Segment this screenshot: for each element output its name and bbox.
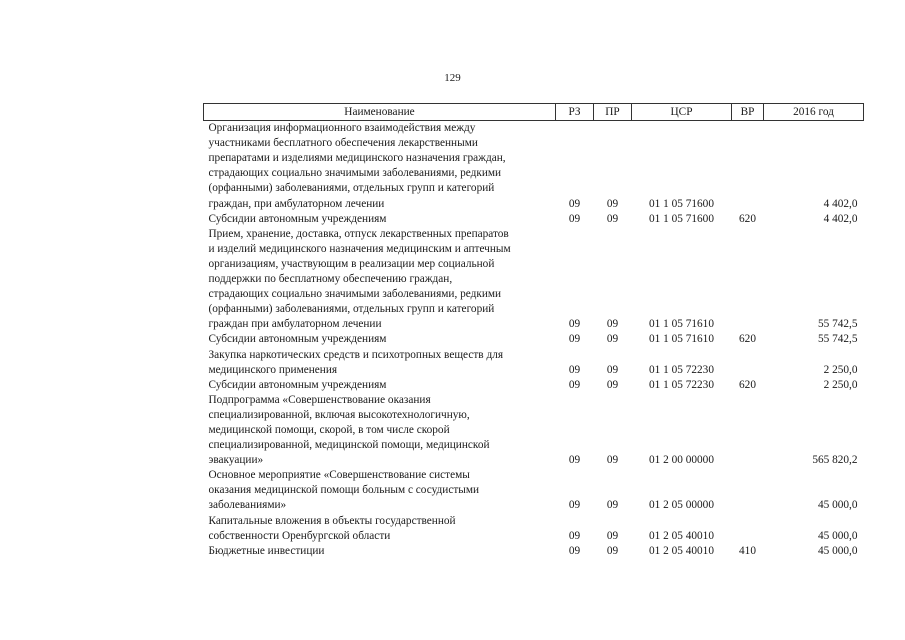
row-pr [594,287,632,302]
row-amount [764,483,864,498]
row-pr [594,423,632,438]
table-row [204,242,864,257]
row-amount [764,136,864,151]
row-pr [594,181,632,196]
row-vr [732,257,764,272]
budget-table [203,103,864,559]
row-rz [556,514,594,529]
table-row [204,453,864,468]
row-amount [764,468,864,483]
row-csr [632,272,732,287]
table-row [204,468,864,483]
row-vr [732,136,764,151]
table-row [204,287,864,302]
row-rz [556,302,594,317]
row-vr [732,242,764,257]
row-name: медицинской помощи, скорой, в том числе скорой [208,423,450,436]
row-pr [594,121,632,137]
row-name: Субсидии автономным учреждениям [208,333,387,346]
row-name: граждан, при амбулаторном лечении [208,197,385,210]
row-csr: 01 2 00 00000 [649,454,714,467]
row-name: страдающих социально значимыми заболеваниями, редкими [208,167,502,180]
row-vr [732,227,764,242]
row-amount [764,438,864,453]
row-csr [632,514,732,529]
row-pr [594,408,632,423]
row-rz [556,408,594,423]
row-name: специализированной, включая высокотехнологичную, [208,408,470,421]
table-row [204,514,864,529]
row-name: страдающих социально значимыми заболеваниями, редкими [208,288,502,301]
row-rz: 09 [568,363,581,376]
table-body [204,121,864,559]
row-name: поддержки по бесплатному обеспечению граждан, [208,273,453,286]
row-amount: 45 000,0 [817,544,858,557]
row-csr [632,181,732,196]
table-row [204,498,864,513]
table-row [204,181,864,196]
row-name: Субсидии автономным учреждениям [208,378,387,391]
row-name: препаратами и изделиями медицинского назначения граждан, [208,152,506,165]
row-pr [594,227,632,242]
row-name: организациям, участвующим в реализации мер социальной [208,257,495,270]
table-row [204,151,864,166]
row-rz [556,393,594,408]
row-rz [556,151,594,166]
row-csr [632,227,732,242]
row-name: Закупка наркотических средств и психотропных веществ для [208,348,504,361]
row-csr [632,257,732,272]
row-amount [764,348,864,363]
row-pr [594,438,632,453]
table-row [204,317,864,332]
row-amount: 55 742,5 [817,318,858,331]
row-name: Подпрограмма «Совершенствование оказания [208,393,431,406]
row-rz: 09 [568,499,581,512]
row-amount: 2 250,0 [823,363,858,376]
row-amount [764,166,864,181]
row-rz: 09 [568,318,581,331]
table-row [204,529,864,544]
row-vr: 620 [739,212,756,225]
row-name: (орфанными) заболеваниями, отдельных групп и категорий [208,182,495,195]
row-rz [556,348,594,363]
row-rz: 09 [568,544,581,557]
row-vr [732,529,764,544]
row-rz [556,483,594,498]
row-pr [594,483,632,498]
row-amount [764,257,864,272]
row-csr [632,302,732,317]
row-vr [732,348,764,363]
row-rz: 09 [568,212,581,225]
header-name: Наименование [204,104,556,121]
row-csr [632,151,732,166]
row-name: участниками бесплатного обеспечения лекарственными [208,137,478,150]
row-csr [632,393,732,408]
row-rz [556,121,594,137]
row-pr: 09 [606,197,619,210]
row-pr [594,136,632,151]
row-amount [764,272,864,287]
row-rz: 09 [568,197,581,210]
row-amount: 2 250,0 [823,378,858,391]
row-pr [594,151,632,166]
row-vr [732,151,764,166]
row-name: Бюджетные инвестиции [208,544,325,557]
table-row [204,378,864,393]
row-rz [556,257,594,272]
row-vr [732,408,764,423]
table-row [204,121,864,137]
row-name: Субсидии автономным учреждениям [208,212,387,225]
row-rz [556,423,594,438]
row-pr: 09 [606,212,619,225]
row-vr [732,483,764,498]
row-amount: 45 000,0 [817,529,858,542]
row-amount [764,227,864,242]
row-rz [556,227,594,242]
row-amount [764,121,864,137]
row-name: собственности Оренбургской области [208,529,391,542]
row-rz [556,242,594,257]
row-name: Основное мероприятие «Совершенствование системы [208,469,470,482]
row-vr [732,453,764,468]
row-vr [732,423,764,438]
row-name: Организация информационного взаимодействия между [208,122,476,135]
row-amount: 45 000,0 [817,499,858,512]
table-row [204,272,864,287]
row-csr [632,483,732,498]
table-row [204,423,864,438]
row-vr [732,287,764,302]
row-vr [732,181,764,196]
table-row [204,302,864,317]
row-rz: 09 [568,529,581,542]
row-csr: 01 2 05 40010 [649,544,714,557]
row-csr: 01 1 05 72230 [649,378,714,391]
row-name: граждан при амбулаторном лечении [208,318,382,331]
row-amount: 4 402,0 [823,212,858,225]
row-amount [764,302,864,317]
row-pr: 09 [606,499,619,512]
row-amount [764,151,864,166]
row-name: оказания медицинской помощи больным с сосудистыми [208,484,480,497]
row-vr [732,498,764,513]
header-rz: РЗ [556,104,594,121]
row-pr [594,302,632,317]
header-pr: ПР [594,104,632,121]
table-row [204,136,864,151]
row-pr: 09 [606,544,619,557]
row-csr: 01 2 05 00000 [649,499,714,512]
row-vr [732,166,764,181]
row-csr [632,423,732,438]
row-name: заболеваниями» [208,499,287,512]
row-amount: 4 402,0 [823,197,858,210]
row-csr [632,121,732,137]
row-name: медицинского применения [208,363,338,376]
table-row [204,197,864,212]
row-pr [594,393,632,408]
row-pr: 09 [606,454,619,467]
table-header [204,104,864,121]
row-amount [764,287,864,302]
row-rz [556,468,594,483]
row-pr: 09 [606,318,619,331]
row-rz: 09 [568,454,581,467]
row-amount [764,423,864,438]
row-vr [732,302,764,317]
row-rz: 09 [568,333,581,346]
row-csr [632,242,732,257]
table-row [204,348,864,363]
table-row [204,363,864,378]
row-csr [632,136,732,151]
table-row [204,544,864,559]
row-pr [594,242,632,257]
table-row [204,408,864,423]
header-year: 2016 год [764,104,864,121]
row-name: Капитальные вложения в объекты государственной [208,514,456,527]
row-vr [732,514,764,529]
row-pr: 09 [606,529,619,542]
row-csr: 01 1 05 72230 [649,363,714,376]
row-csr [632,348,732,363]
table-row [204,438,864,453]
row-amount [764,408,864,423]
row-csr: 01 2 05 40010 [649,529,714,542]
row-csr [632,468,732,483]
row-vr [732,121,764,137]
row-rz [556,438,594,453]
header-csr: ЦСР [632,104,732,121]
row-amount: 55 742,5 [817,333,858,346]
row-pr [594,348,632,363]
row-rz [556,136,594,151]
row-csr: 01 1 05 71600 [649,197,714,210]
row-csr: 01 1 05 71600 [649,212,714,225]
row-pr: 09 [606,363,619,376]
row-rz [556,181,594,196]
row-pr [594,257,632,272]
row-vr [732,363,764,378]
table-row [204,212,864,227]
row-name: эвакуации» [208,454,264,467]
row-amount [764,242,864,257]
table-row [204,393,864,408]
row-rz: 09 [568,378,581,391]
row-pr: 09 [606,333,619,346]
row-amount [764,393,864,408]
row-rz [556,287,594,302]
row-vr: 410 [739,544,756,557]
row-amount [764,181,864,196]
row-vr [732,393,764,408]
row-vr [732,197,764,212]
row-rz [556,166,594,181]
row-vr [732,317,764,332]
row-vr [732,438,764,453]
row-amount [764,514,864,529]
row-vr [732,272,764,287]
row-name: (орфанными) заболеваниями, отдельных групп и категорий [208,303,495,316]
row-csr: 01 1 05 71610 [649,318,714,331]
row-pr [594,468,632,483]
table-row [204,166,864,181]
row-csr [632,287,732,302]
row-vr: 620 [739,378,756,391]
page-number: 129 [444,72,461,84]
row-name: Прием, хранение, доставка, отпуск лекарственных препаратов [208,227,509,240]
row-name: специализированной, медицинской помощи, медицинской [208,439,490,452]
row-csr [632,438,732,453]
table-row [204,227,864,242]
row-pr [594,166,632,181]
row-name: и изделий медицинского назначения медицинским и аптечным [208,242,511,255]
row-vr [732,468,764,483]
row-csr [632,166,732,181]
row-amount: 565 820,2 [812,454,858,467]
table-row [204,257,864,272]
row-rz [556,272,594,287]
row-pr [594,272,632,287]
row-pr [594,514,632,529]
table-row [204,332,864,347]
row-csr [632,408,732,423]
row-vr: 620 [739,333,756,346]
row-pr: 09 [606,378,619,391]
table-row [204,483,864,498]
row-csr: 01 1 05 71610 [649,333,714,346]
header-vr: ВР [732,104,764,121]
